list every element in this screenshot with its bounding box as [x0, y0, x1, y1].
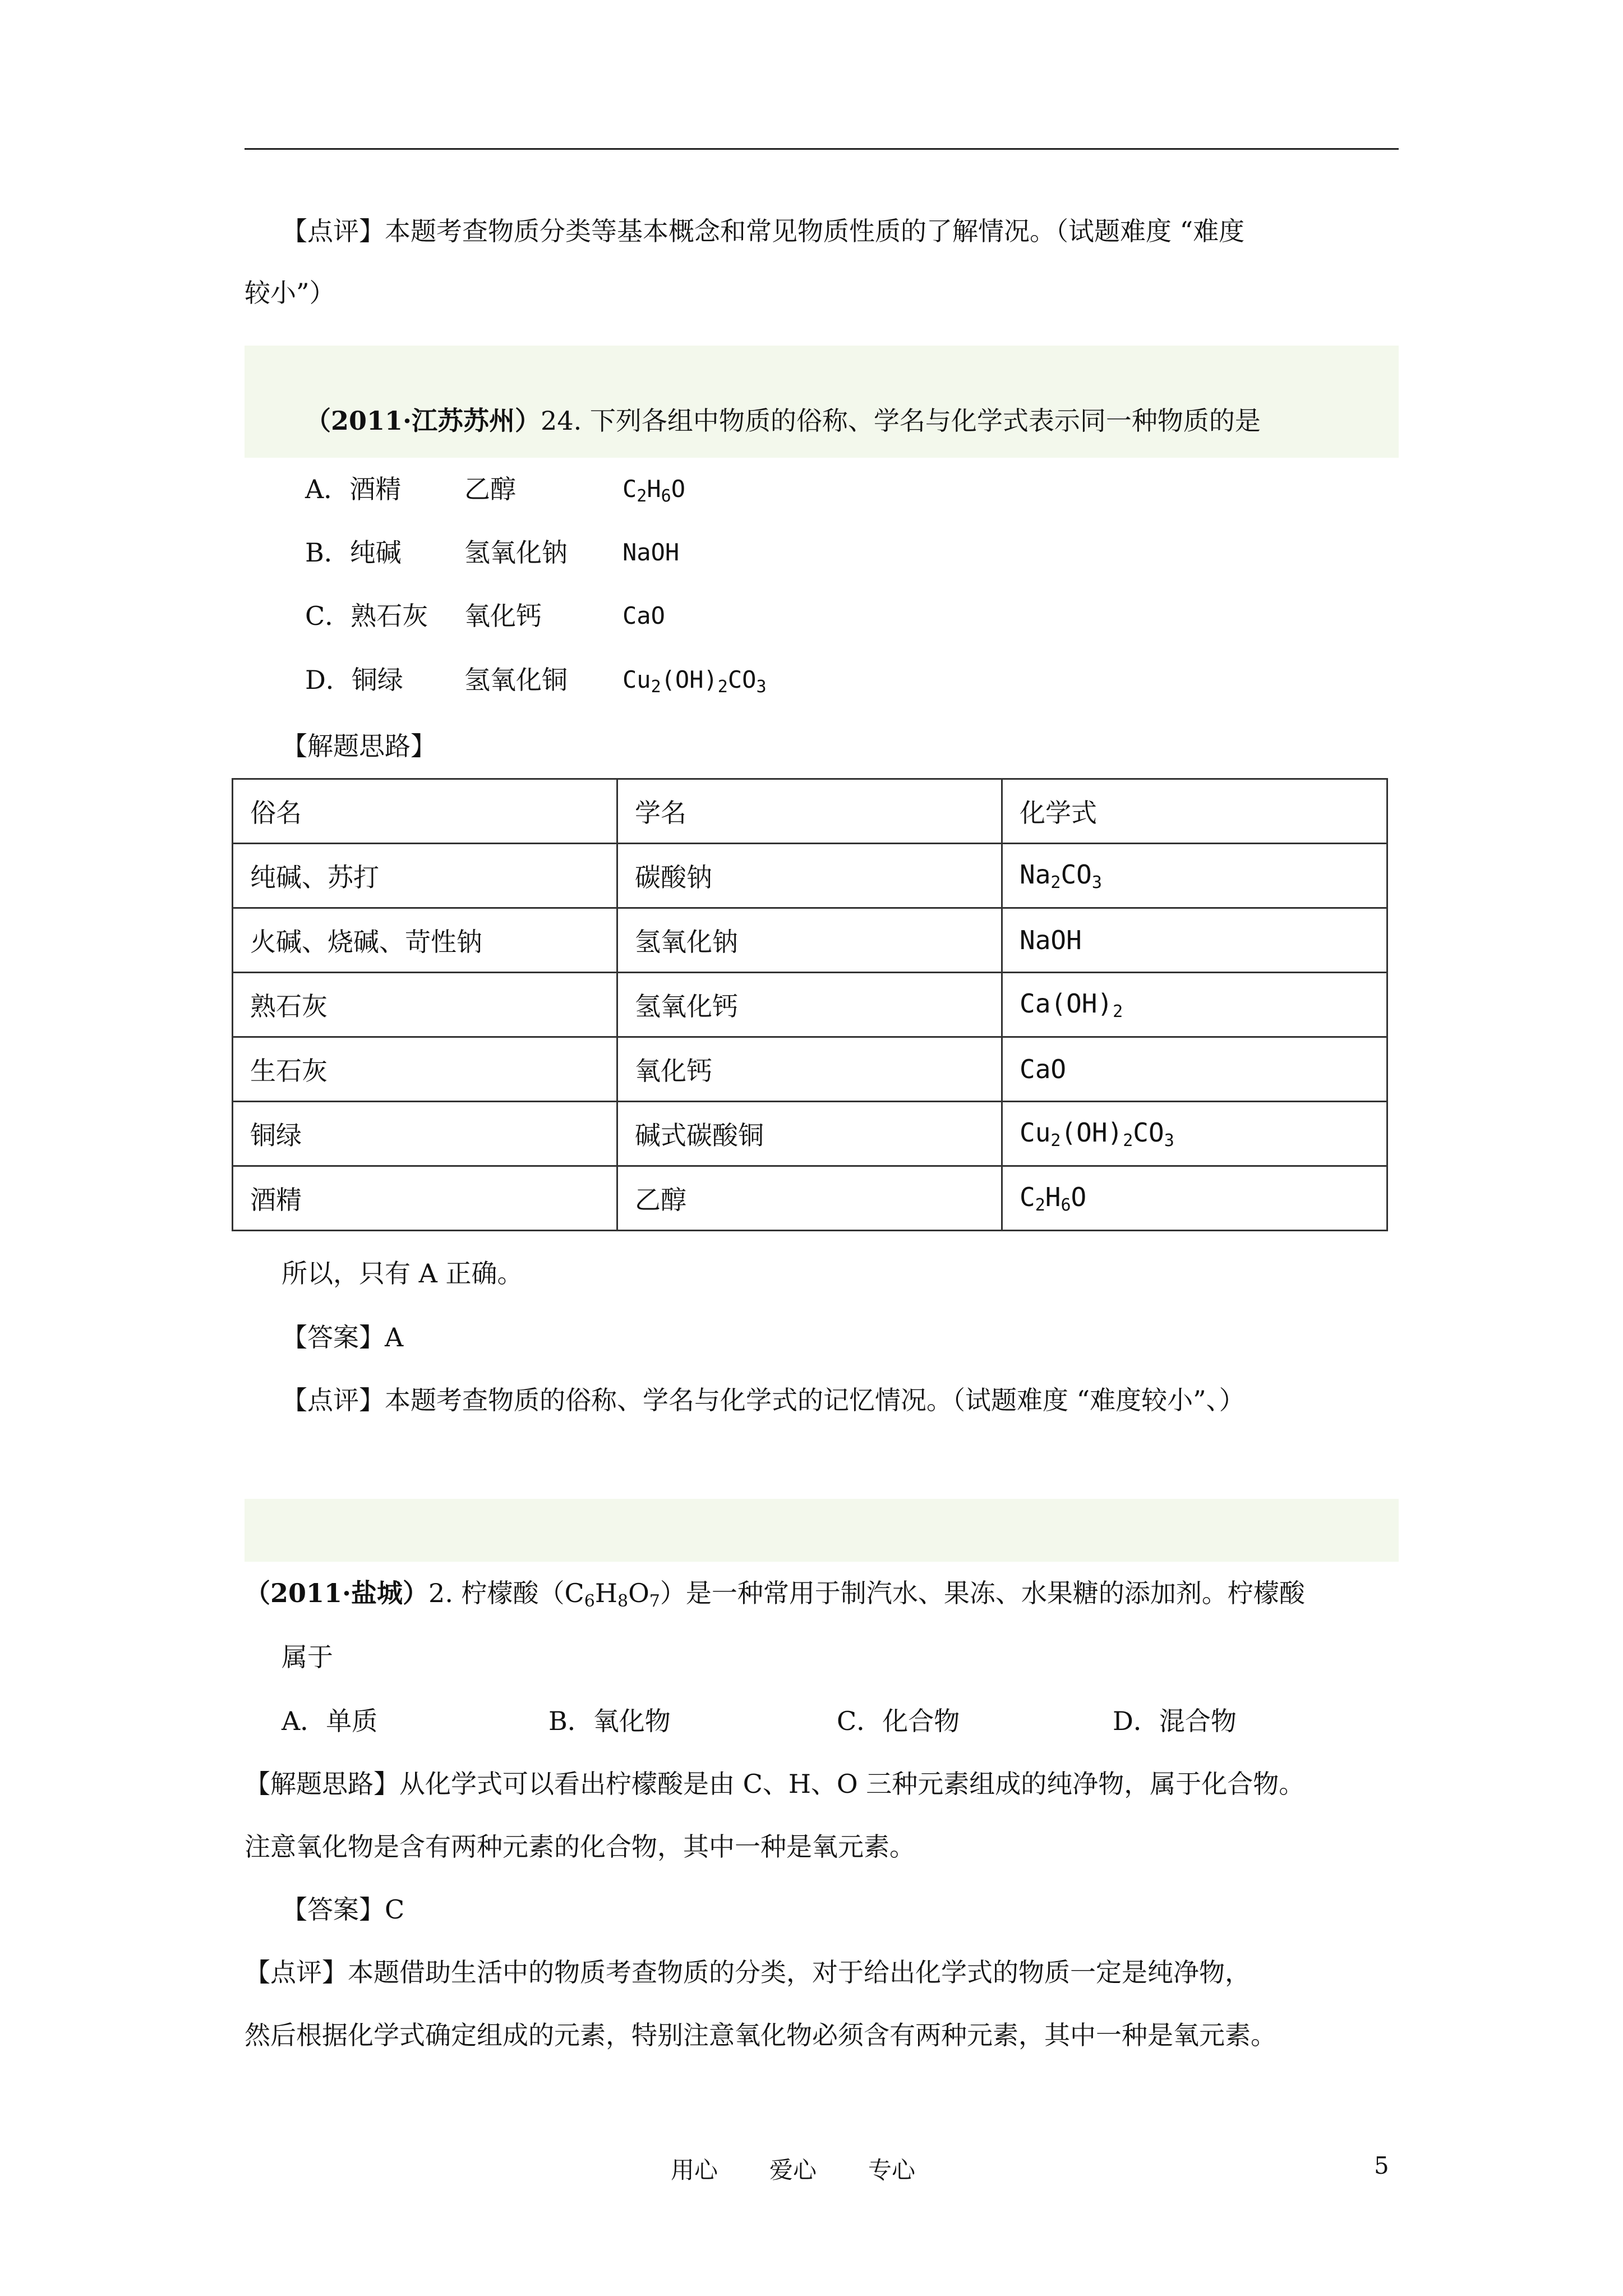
table-header-row	[233, 779, 1387, 844]
page-number: 5	[1374, 2152, 1389, 2179]
option-formula: NaOH	[623, 539, 680, 566]
option-item: D．混合物	[1113, 1706, 1237, 1736]
table-cell: 氢氧化钙	[617, 973, 1002, 1037]
table-cell: 氧化钙	[617, 1037, 1002, 1102]
table-cell: 酒精	[233, 1166, 617, 1231]
option-common-name: C．熟石灰	[305, 601, 428, 631]
answer-text: 【答案】C	[282, 1894, 405, 1925]
table-cell: NaOH	[1002, 908, 1387, 973]
table-cell: 熟石灰	[233, 973, 617, 1037]
option-item: A．单质	[282, 1706, 378, 1736]
answer-text: 【答案】A	[282, 1322, 404, 1352]
footer-motto-1: 用心	[671, 2156, 718, 2184]
table-cell: $Cu_2(OH)_2CO_3$	[1002, 1102, 1387, 1166]
option-formula: $C_2H_6O$	[623, 475, 686, 506]
table-row	[233, 1166, 1387, 1231]
question-1-stem	[305, 404, 1261, 438]
table-cell: $Ca(OH)_2$	[1002, 973, 1387, 1037]
question-highlight	[245, 346, 1399, 458]
table-cell: $Na_2CO_3$	[1002, 844, 1387, 908]
option-common-name: B．纯碱	[305, 537, 402, 568]
table-row	[233, 908, 1387, 973]
review-text: 【点评】本题考查物质分类等基本概念和常见物质性质的了解情况。（试题难度 “难度	[282, 216, 1245, 246]
table-cell: CaO	[1002, 1037, 1387, 1102]
question-source: （2011·盐城）	[245, 1578, 429, 1608]
question-source: （2011·江苏苏州）	[305, 406, 541, 436]
table-cell: 火碱、烧碱、苛性钠	[233, 908, 617, 973]
table-cell: 氢氧化钠	[617, 908, 1002, 973]
header-rule	[245, 148, 1399, 150]
question-highlight	[245, 1499, 1399, 1562]
table-cell: 碳酸钠	[617, 844, 1002, 908]
review-text: 【点评】本题考查物质的俗称、学名与化学式的记忆情况。（试题难度 “难度较小”、）	[282, 1385, 1245, 1415]
option-item: B．氧化物	[548, 1706, 671, 1736]
option-common-name: A．酒精	[305, 474, 402, 504]
question-2-stem-cont: 属于	[282, 1642, 333, 1672]
option-formula: $Cu_2(OH)_2CO_3$	[623, 666, 767, 697]
option-item: C．化合物	[837, 1706, 960, 1736]
table-header-cell: 化学式	[1002, 779, 1387, 844]
option-chemical-name: 氢氧化铜	[464, 665, 568, 695]
thinking-label: 【解题思路】	[282, 731, 436, 761]
option-formula: CaO	[623, 602, 665, 629]
question-2-stem: （2011·盐城）2. 柠檬酸$(C_6H_8O_7)$是一种常用于制汽水、果冻、水果糖的添加剂。柠檬酸	[245, 1578, 1305, 1611]
table-cell: 生石灰	[233, 1037, 617, 1102]
footer-motto-2: 爱心	[769, 2156, 817, 2184]
table-header-cell: 俗名	[233, 779, 617, 844]
thinking-text: 【解题思路】从化学式可以看出柠檬酸是由 C、H、O 三种元素组成的纯净物，属于化合物。	[245, 1769, 1305, 1799]
table-cell: 乙醇	[617, 1166, 1002, 1231]
table-cell: 碱式碳酸铜	[617, 1102, 1002, 1166]
compound-table	[232, 778, 1388, 1231]
table-row	[233, 844, 1387, 908]
option-chemical-name: 氢氧化钠	[464, 537, 568, 568]
table-cell: 纯碱、苏打	[233, 844, 617, 908]
table-row	[233, 973, 1387, 1037]
conclusion-text: 所以，只有 A 正确。	[282, 1258, 523, 1289]
review-text-cont: 然后根据化学式确定组成的元素，特别注意氧化物必须含有两种元素，其中一种是氧元素。	[245, 2020, 1276, 2050]
thinking-text-cont: 注意氧化物是含有两种元素的化合物，其中一种是氧元素。	[245, 1832, 915, 1862]
table-row	[233, 1102, 1387, 1166]
review-text-cont: 较小”）	[245, 278, 335, 308]
table-cell: 铜绿	[233, 1102, 617, 1166]
footer-motto-3: 专心	[868, 2156, 916, 2184]
table-header-cell: 学名	[617, 779, 1002, 844]
question-text: 24. 下列各组中物质的俗称、学名与化学式表示同一种物质的是	[541, 406, 1261, 436]
table-row	[233, 1037, 1387, 1102]
option-chemical-name: 氧化钙	[464, 601, 542, 631]
table-cell: $C_2H_6O$	[1002, 1166, 1387, 1231]
option-chemical-name: 乙醇	[464, 474, 516, 504]
review-text: 【点评】本题借助生活中的物质考查物质的分类，对于给出化学式的物质一定是纯净物，	[245, 1957, 1251, 1987]
option-common-name: D．铜绿	[305, 665, 403, 695]
